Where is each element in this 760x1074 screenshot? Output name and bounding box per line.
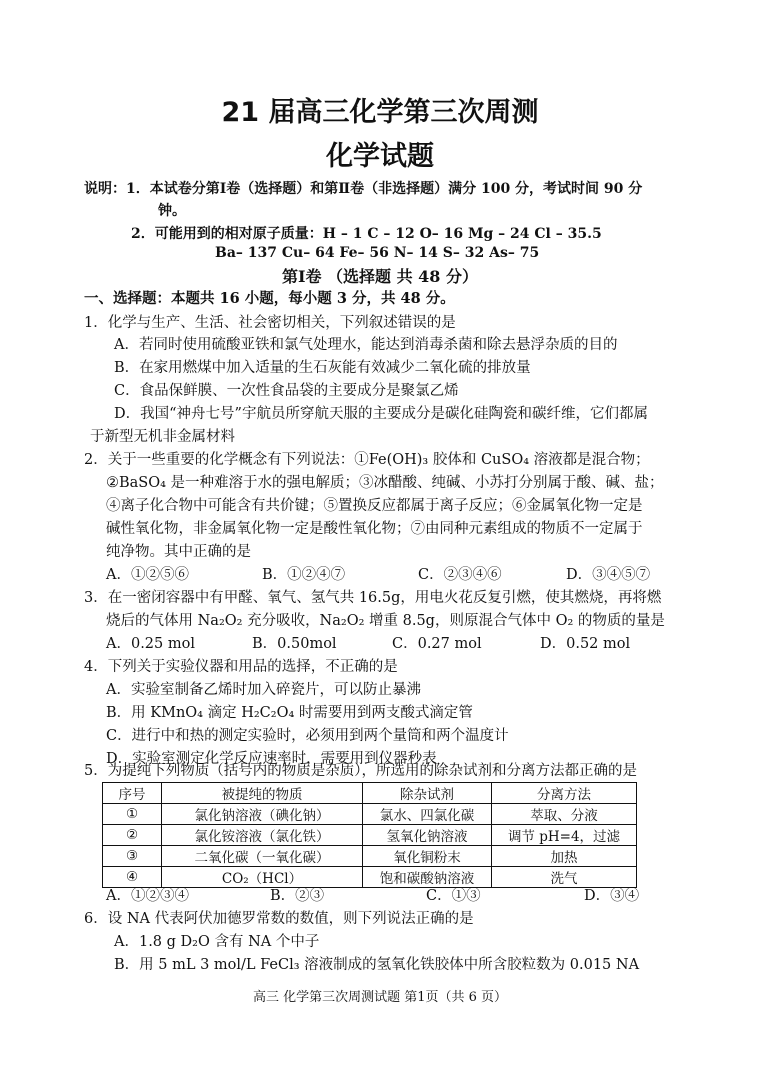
table-cell: 二氧化碳（一氧化碳） [162,846,363,867]
section-title: 第Ⅰ卷 （选择题 共 48 分） [281,267,479,286]
q2-line-3: ④离子化合物中可能含有共价键；⑤置换反应都属于离子反应；⑥金属氧化物一定是 [106,498,643,514]
note-2: 2．可能用到的相对原子质量：H – 1 C – 12 O– 16 Mg – 24 Cl – 35.5 [131,226,602,242]
table-header-cell: 序号 [103,783,162,804]
q4-option-a: A．实验室制备乙烯时加入碎瓷片，可以防止暴沸 [106,682,421,698]
table-cell: 调节 pH=4，过滤 [492,825,637,846]
q2-option-b: B．①②④⑦ [262,567,346,583]
q5-stem: 5．为提纯下列物质（括号内的物质是杂质），所选用的除杂试剂和分离方法都正确的是 [84,763,637,779]
note-1: 说明：1．本试卷分第Ⅰ卷（选择题）和第Ⅱ卷（非选择题）满分 100 分，考试时间 90 分 [84,181,643,197]
q3-line-1: 3．在一密闭容器中有甲醛、氧气、氢气共 16.5g，用电火花反复引燃，使其燃烧，再将燃 [84,590,662,606]
q2-option-a: A．①②⑤⑥ [106,567,189,583]
q4-stem: 4．下列关于实验仪器和用品的选择，不正确的是 [84,659,398,675]
table-cell: 氯化铵溶液（氯化铁） [162,825,363,846]
q2-line-5: 纯净物。其中正确的是 [106,544,251,560]
q6-option-b: B．用 5 mL 3 mol/L FeCl₃ 溶液制成的氢氧化铁胶体中所含胶粒数为 0.015 NA [114,957,640,973]
q1-option-b: B．在家用燃煤中加入适量的生石灰能有效减少二氧化硫的排放量 [114,360,531,376]
q3-option-a: A．0.25 mol [106,636,195,652]
table-row [103,825,637,846]
table-cell: ① [103,804,162,825]
q2-option-c: C．②③④⑥ [418,567,502,583]
table-row [103,846,637,867]
section-heading: 一、选择题：本题共 16 小题，每小题 3 分，共 48 分。 [84,290,455,307]
q5-option-c: C．①③ [426,888,481,904]
table-cell: ④ [103,867,162,888]
q1-option-c: C．食品保鲜膜、一次性食品袋的主要成分是聚氯乙烯 [114,383,459,399]
q1-option-d: D．我国“神舟七号”宇航员所穿航天服的主要成分是碳化硅陶瓷和碳纤维，它们都属 [114,406,648,422]
q2-option-d: D．③④⑤⑦ [566,567,651,583]
q4-option-d: D．实验室测定化学反应速率时，需要用到仪器秒表 [106,751,437,767]
table-cell: 氢氧化钠溶液 [363,825,492,846]
table-row [103,804,637,825]
q5-option-b: B．②③ [270,888,325,904]
q4-option-c: C．进行中和热的测定实验时，必须用到两个量筒和两个温度计 [106,728,509,744]
q3-line-2: 烧后的气体用 Na₂O₂ 充分吸收，Na₂O₂ 增重 8.5g，则原混合气体中 O₂ 的物质的量是 [106,613,665,629]
table-cell: 氯化钠溶液（碘化钠） [162,804,363,825]
table-row [103,867,637,888]
q6-option-a: A．1.8 g D₂O 含有 NA 个中子 [114,934,320,950]
note-2-cont: Ba– 137 Cu– 64 Fe– 56 N– 14 S– 32 As– 75 [215,245,540,261]
q3-option-b: B．0.50mol [252,636,337,652]
table-header-row [103,783,637,804]
q2-line-2: ②BaSO₄ 是一种难溶于水的强电解质；③冰醋酸、纯碱、小苏打分别属于酸、碱、盐； [106,475,664,491]
q6-stem: 6．设 NA 代表阿伏加德罗常数的数值，则下列说法正确的是 [84,911,474,927]
q5-option-d: D．③④ [584,888,640,904]
table-cell: 氯水、四氯化碳 [363,804,492,825]
table-header-cell: 除杂试剂 [363,783,492,804]
table-header-cell: 被提纯的物质 [162,783,363,804]
table-cell: ② [103,825,162,846]
q1-option-d-cont: 于新型无机非金属材料 [90,429,235,445]
exam-subtitle: 化学试题 [326,141,434,172]
q3-option-c: C．0.27 mol [392,636,482,652]
table-header-cell: 分离方法 [492,783,637,804]
q2-line-1: 2．关于一些重要的化学概念有下列说法：①Fe(OH)₃ 胶体和 CuSO₄ 溶液都是混合物； [84,452,650,468]
q1-option-a: A．若同时使用硫酸亚铁和氯气处理水，能达到消毒杀菌和除去悬浮杂质的目的 [114,337,618,353]
q4-option-b: B．用 KMnO₄ 滴定 H₂C₂O₄ 时需要用到两支酸式滴定管 [106,705,473,721]
table-cell: 萃取、分液 [492,804,637,825]
table-cell: 加热 [492,846,637,867]
table-cell: 洗气 [492,867,637,888]
q5-option-a: A．①②③④ [106,888,189,904]
table-cell: CO₂（HCl） [162,867,363,888]
q1-stem: 1．化学与生产、生活、社会密切相关，下列叙述错误的是 [84,315,456,331]
exam-title: 21 届高三化学第三次周测 [221,97,539,128]
note-1-cont: 钟。 [158,203,186,219]
table-cell: 氧化铜粉末 [363,846,492,867]
table-cell: 饱和碳酸钠溶液 [363,867,492,888]
page-footer: 高三 化学第三次周测试题 第1页（共 6 页） [252,990,508,1005]
purification-table [102,782,637,888]
q3-option-d: D．0.52 mol [540,636,631,652]
table-cell: ③ [103,846,162,867]
q2-line-4: 碱性氧化物，非金属氧化物一定是酸性氧化物；⑦由同种元素组成的物质不一定属于 [106,521,643,537]
